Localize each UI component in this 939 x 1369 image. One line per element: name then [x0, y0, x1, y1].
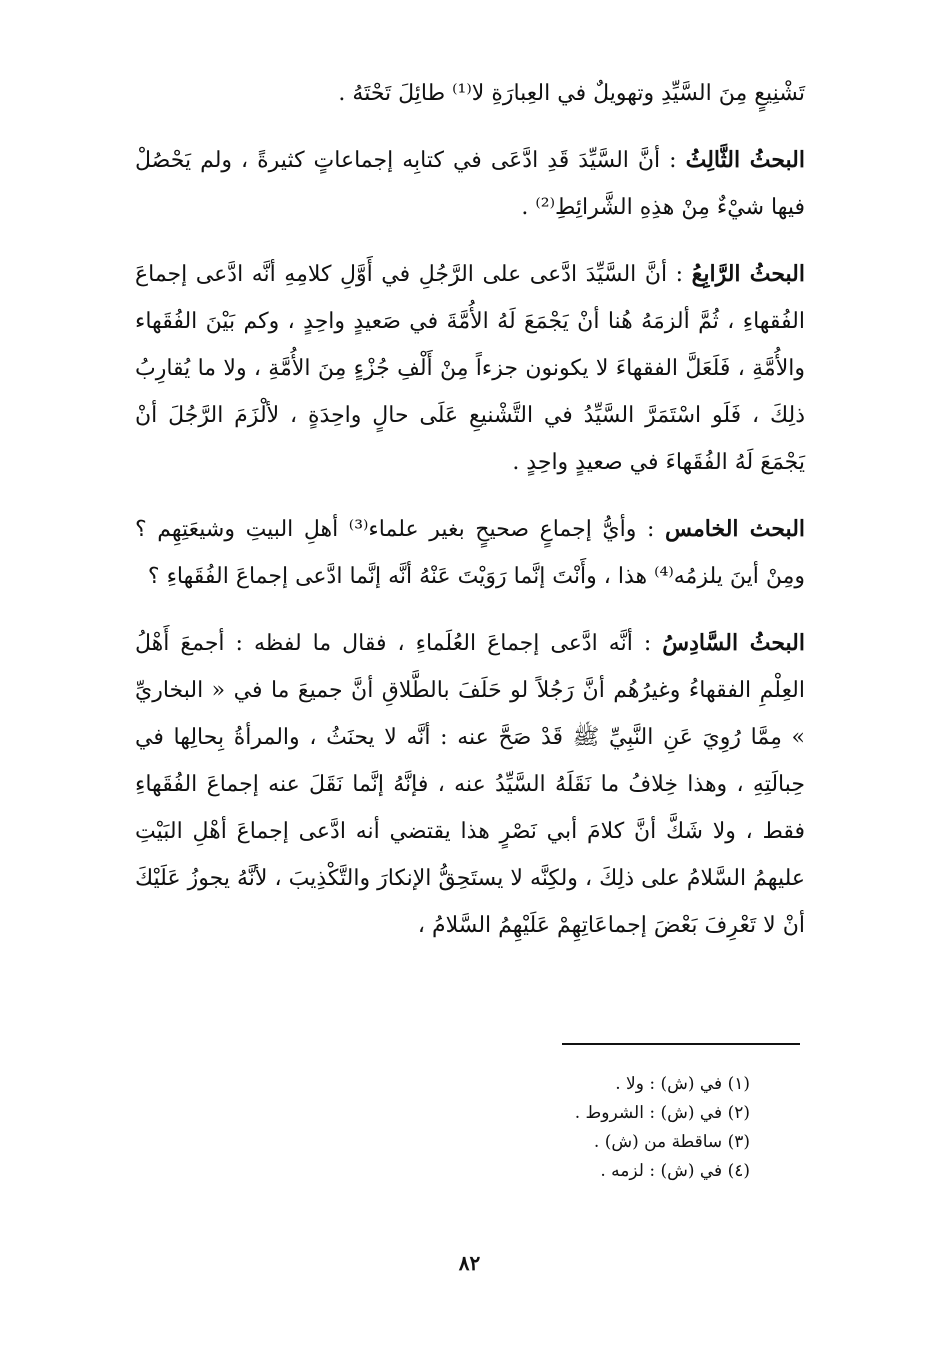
- paragraph-text: : أنَّ السَّيِّدَ ادَّعى على الرَّجُلِ في أَوَّلِ كلامِهِ أنَّه ادَّعى إجماعَ الفُقهاءِ ، ثُمَّ ألزمَهُ هُنا أنْ يَجْمَعَ لَهُ الأُمَّةَ في صَعيدٍ واحِدٍ ، وكم بَيْنَ الفُقَهاء والأُمَّةِ ، فَلَعَلَّ الفقهاءَ لا يكونون جزءاً مِنْ أَلْفِ جُزْءٍ مِنَ الأُمَّةِ ، ولا ما يُقارِبُ ذلِكَ ، فَلَو اسْتَمَرَّ السَّيِّدُ في التَّشْنيعِ عَلَى حالٍ واحِدَةٍ ، لألْزَمَ الرَّجُلَ أنْ يَجْمَعَ لَهُ الفُقَهاءَ في صعيدٍ واحِدٍ .: [135, 262, 805, 475]
- paragraph-text: : وأيُّ إجماعٍ صحيحٍ بغير علماء⁽³⁾ أهلِ البيتِ وشيعَتِهِم ؟ ومِنْ أينَ يلزمُه⁽⁴⁾ هذا ، وأَنْتَ إنَّما رَوَيْتَ عَنْهُ أنَّه إنَّما ادَّعى إجماعَ الفُقَهاءِ ؟: [135, 517, 805, 589]
- paragraph-text: تَشْنِيعٍ مِنَ السَّيِّدِ وتهويلٌ في العِبارَةِ لا⁽¹⁾ طائِلَ تَحْتَهُ .: [338, 81, 805, 106]
- paragraph-sixth-discussion: [135, 620, 805, 949]
- page-number: ٨٢: [458, 1251, 481, 1275]
- paragraph-third-discussion: [135, 137, 805, 231]
- paragraph-fifth-discussion: [135, 506, 805, 600]
- paragraph-text: : أنَّ السَّيِّدَ قَدِ ادَّعَى في كتابِه إجماعاتٍ كثيرةً ، ولم يَحْصُلْ فيها شيْءٌ مِنْ هذِهِ الشَّرائِطِ⁽²⁾ .: [135, 148, 805, 220]
- paragraph-heading: البحثُ الثَّالِثُ: [685, 147, 805, 173]
- paragraph-heading: البحث الخامس: [664, 516, 806, 542]
- footnote-2: (٢) في (ش) : الشروط .: [574, 1103, 750, 1123]
- paragraph-heading: البحثُ السَّادِسُ: [662, 630, 806, 656]
- footnotes: [400, 1070, 750, 1186]
- main-text: [135, 70, 805, 969]
- footnote-3: (٣) ساقطة من (ش) .: [593, 1132, 750, 1152]
- footnote-4: (٤) في (ش) : لزمه .: [600, 1161, 750, 1181]
- paragraph-heading: البحثُ الرَّابِعُ: [691, 261, 805, 287]
- paragraph-text: : أنَّه ادَّعى إجماعَ العُلَماءِ ، فقال ما لفظه : أجمعَ أَهْلُ العِلْمِ الفقهاءُ وغيرُهُم أنَّ رَجُلاً لو حَلَفَ بالطَّلاقِ أنَّ جميعَ ما في « البخاريِّ » مِمَّا رُوِيَ عَنِ النَّبِيِّ ﷺ قَدْ صَحَّ عنه : أنَّه لا يحنَثُ ، والمرأةُ بِحالِها في حِبالَتِهِ ، وهذا خِلافُ ما نَقَلَهُ السَّيِّدُ عنه ، فإنَّهُ إنَّما نَقَلَ عنه إجماعَ الفُقَهاءِ فقط ، ولا شَكَّ أنَّ كلامَ أبي نَصْرٍ هذا يقتضي أنه ادَّعى إجماعَ أهْلِ البَيْتِ عليهمُ السَّلامُ على ذلِكَ ، ولكِنَّه لا يستَحِقُّ الإنكارَ والتَّكْذِيبَ ، لأنَّهُ يجوزُ عَلَيْكَ أنْ لا تَعْرِفَ بَعْضَ إجماعَاتِهِمْ عَلَيْهِمُ السَّلامُ ،: [135, 631, 805, 938]
- paragraph-continuation: [135, 70, 805, 117]
- footnote-1: (١) في (ش) : ولا .: [615, 1074, 750, 1094]
- paragraph-fourth-discussion: [135, 251, 805, 486]
- footnote-separator: [562, 1043, 800, 1045]
